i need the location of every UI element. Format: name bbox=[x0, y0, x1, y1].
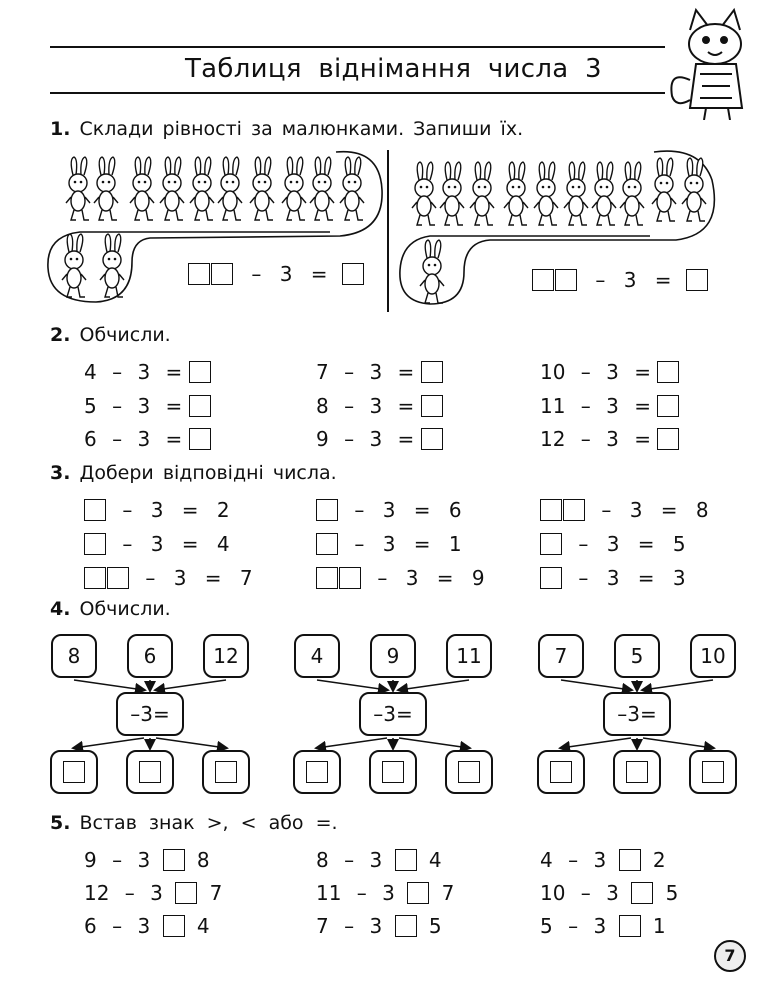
task-2-eq: 10 – 3 = bbox=[540, 360, 679, 384]
task-3-eq: – 3 = 4 bbox=[84, 532, 230, 556]
task-4-answer bbox=[689, 750, 737, 794]
task-5-number: 5. bbox=[50, 812, 71, 834]
task-3-eq: – 3 = 1 bbox=[316, 532, 462, 556]
answer-box[interactable] bbox=[107, 567, 129, 589]
answer-box[interactable] bbox=[550, 761, 572, 783]
task-3-eq: – 3 = 9 bbox=[316, 566, 485, 590]
answer-box[interactable] bbox=[316, 533, 338, 555]
task-3-number: 3. bbox=[50, 462, 71, 484]
answer-box[interactable] bbox=[84, 499, 106, 521]
task-4-answer bbox=[50, 750, 98, 794]
answer-box[interactable] bbox=[631, 882, 653, 904]
task-4-input-value: 8 bbox=[51, 634, 97, 678]
answer-box[interactable] bbox=[342, 263, 364, 285]
task-5-heading bbox=[50, 812, 338, 834]
task-5-comparison: 9 – 3 8 bbox=[84, 848, 210, 872]
answer-box[interactable] bbox=[540, 533, 562, 555]
header-top-line bbox=[50, 46, 665, 48]
answer-box[interactable] bbox=[339, 567, 361, 589]
answer-box[interactable] bbox=[657, 361, 679, 383]
answer-box[interactable] bbox=[563, 499, 585, 521]
answer-box[interactable] bbox=[395, 849, 417, 871]
answer-box[interactable] bbox=[306, 761, 328, 783]
task-5-comparison: 10 – 3 5 bbox=[540, 881, 679, 905]
answer-box[interactable] bbox=[163, 915, 185, 937]
task-4-number: 4. bbox=[50, 598, 71, 620]
task-2-eq: 12 – 3 = bbox=[540, 427, 679, 451]
task-4-answer bbox=[537, 750, 585, 794]
task-4-operator: –3= bbox=[603, 692, 671, 736]
task-3-eq: – 3 = 8 bbox=[540, 498, 709, 522]
answer-box[interactable] bbox=[163, 849, 185, 871]
task-2-eq: 9 – 3 = bbox=[316, 427, 443, 451]
task-5-comparison: 7 – 3 5 bbox=[316, 914, 442, 938]
task-3-eq: – 3 = 6 bbox=[316, 498, 462, 522]
task-4-operator: –3= bbox=[359, 692, 427, 736]
task-5-comparison: 6 – 3 4 bbox=[84, 914, 210, 938]
answer-box[interactable] bbox=[619, 915, 641, 937]
answer-box[interactable] bbox=[382, 761, 404, 783]
answer-box[interactable] bbox=[316, 567, 338, 589]
answer-box[interactable] bbox=[139, 761, 161, 783]
task-1-left-equation: – 3 = bbox=[188, 262, 364, 286]
page-title: Таблиця віднімання числа 3 bbox=[185, 54, 602, 84]
answer-box[interactable] bbox=[189, 361, 211, 383]
answer-box[interactable] bbox=[421, 361, 443, 383]
answer-box[interactable] bbox=[657, 428, 679, 450]
task-5-comparison: 8 – 3 4 bbox=[316, 848, 442, 872]
task-4-operator: –3= bbox=[116, 692, 184, 736]
answer-box[interactable] bbox=[215, 761, 237, 783]
task-2-text: Обчисли. bbox=[79, 324, 171, 346]
task-5-comparison: 11 – 3 7 bbox=[316, 881, 455, 905]
task-4-answer bbox=[126, 750, 174, 794]
answer-box[interactable] bbox=[686, 269, 708, 291]
task-4-answer bbox=[293, 750, 341, 794]
task-4-input-value: 10 bbox=[690, 634, 736, 678]
task-1-divider bbox=[387, 150, 389, 312]
task-1-number: 1. bbox=[50, 118, 71, 140]
task-4-answer bbox=[369, 750, 417, 794]
answer-box[interactable] bbox=[395, 915, 417, 937]
task-3-heading bbox=[50, 462, 337, 484]
answer-box[interactable] bbox=[211, 263, 233, 285]
answer-box[interactable] bbox=[63, 761, 85, 783]
page-number: 7 bbox=[714, 940, 746, 972]
answer-box[interactable] bbox=[189, 428, 211, 450]
answer-box[interactable] bbox=[458, 761, 480, 783]
answer-box[interactable] bbox=[619, 849, 641, 871]
header-bottom-line bbox=[50, 92, 665, 94]
task-2-number: 2. bbox=[50, 324, 71, 346]
task-2-eq: 8 – 3 = bbox=[316, 394, 443, 418]
task-3-eq: – 3 = 5 bbox=[540, 532, 686, 556]
task-4-answer bbox=[613, 750, 661, 794]
task-4-input-value: 11 bbox=[446, 634, 492, 678]
answer-box[interactable] bbox=[555, 269, 577, 291]
answer-box[interactable] bbox=[702, 761, 724, 783]
task-2-eq: 5 – 3 = bbox=[84, 394, 211, 418]
task-3-text: Добери відповідні числа. bbox=[79, 462, 337, 484]
task-2-eq: 11 – 3 = bbox=[540, 394, 679, 418]
task-1-text: Склади рівності за малюнками. Запиши їх. bbox=[79, 118, 524, 140]
task-5-comparison: 12 – 3 7 bbox=[84, 881, 223, 905]
answer-box[interactable] bbox=[84, 533, 106, 555]
task-2-heading bbox=[50, 324, 171, 346]
answer-box[interactable] bbox=[657, 395, 679, 417]
answer-box[interactable] bbox=[188, 263, 210, 285]
task-4-heading bbox=[50, 598, 171, 620]
task-3-eq: – 3 = 7 bbox=[84, 566, 253, 590]
task-1-right-equation: – 3 = bbox=[532, 268, 708, 292]
answer-box[interactable] bbox=[421, 428, 443, 450]
task-4-input-value: 5 bbox=[614, 634, 660, 678]
task-5-comparison: 5 – 3 1 bbox=[540, 914, 666, 938]
answer-box[interactable] bbox=[175, 882, 197, 904]
answer-box[interactable] bbox=[540, 499, 562, 521]
answer-box[interactable] bbox=[532, 269, 554, 291]
answer-box[interactable] bbox=[626, 761, 648, 783]
task-3-eq: – 3 = 2 bbox=[84, 498, 230, 522]
answer-box[interactable] bbox=[84, 567, 106, 589]
task-2-eq: 7 – 3 = bbox=[316, 360, 443, 384]
answer-box[interactable] bbox=[407, 882, 429, 904]
answer-box[interactable] bbox=[189, 395, 211, 417]
answer-box[interactable] bbox=[316, 499, 338, 521]
task-1-heading bbox=[50, 118, 523, 140]
task-4-answer bbox=[202, 750, 250, 794]
task-3-eq: – 3 = 3 bbox=[540, 566, 686, 590]
task-4-input-value: 6 bbox=[127, 634, 173, 678]
task-4-input-value: 4 bbox=[294, 634, 340, 678]
task-4-input-value: 9 bbox=[370, 634, 416, 678]
task-2-eq: 4 – 3 = bbox=[84, 360, 211, 384]
task-5-comparison: 4 – 3 2 bbox=[540, 848, 666, 872]
task-4-input-value: 12 bbox=[203, 634, 249, 678]
task-5-text: Встав знак >, < або =. bbox=[79, 812, 338, 834]
task-4-text: Обчисли. bbox=[79, 598, 171, 620]
answer-box[interactable] bbox=[421, 395, 443, 417]
task-2-eq: 6 – 3 = bbox=[84, 427, 211, 451]
answer-box[interactable] bbox=[540, 567, 562, 589]
task-4-input-value: 7 bbox=[538, 634, 584, 678]
task-4-answer bbox=[445, 750, 493, 794]
